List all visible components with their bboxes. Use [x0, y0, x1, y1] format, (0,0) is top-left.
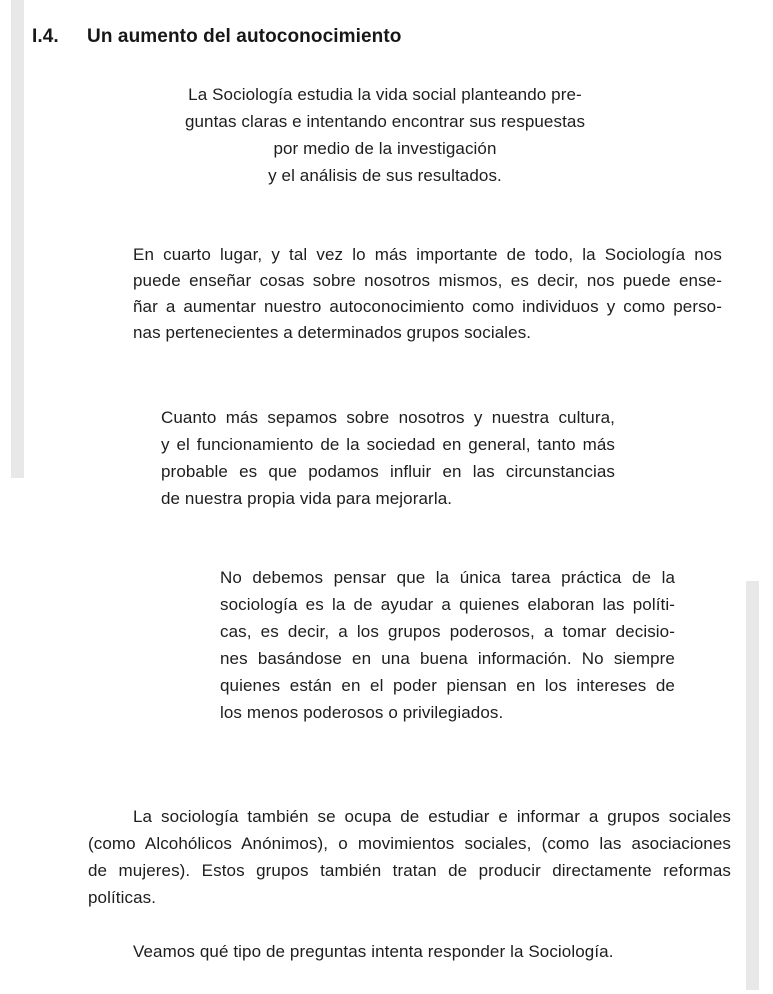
block-line: No debemos pensar que la única tarea práctica de la [220, 568, 675, 587]
indented-block-cuanto [161, 404, 615, 512]
quote-line: por medio de la investigación [273, 139, 497, 158]
section-title: Un aumento del autoconocimiento [87, 26, 402, 47]
paragraph-line: La sociología también se ocupa de estudiar e informar a grupos sociales [133, 807, 731, 826]
quote-line: y el análisis de sus resultados. [268, 166, 502, 185]
right-edge-scan-bar [746, 581, 759, 990]
left-edge-scan-bar [11, 0, 24, 478]
block-line: y el funcionamiento de la sociedad en general, tanto más [161, 435, 615, 454]
paragraph-line: (como Alcohólicos Anónimos), o movimientos sociales, (como las asociaciones [88, 834, 731, 853]
paragraph-line: puede enseñar cosas sobre nosotros mismos, es decir, nos puede ense- [133, 271, 722, 290]
paragraph-fourth-place [133, 242, 722, 346]
paragraph-line: políticas. [88, 888, 157, 907]
quote-line: La Sociología estudia la vida social planteando pre- [188, 85, 582, 104]
block-line: de nuestra propia vida para mejorarla. [161, 489, 453, 508]
section-number: I.4. [32, 26, 59, 47]
paragraph-social-groups [88, 803, 731, 911]
block-line: cas, es decir, a los grupos poderosos, a tomar decisio- [220, 622, 675, 641]
quote-line: guntas claras e intentando encontrar sus respuestas [184, 112, 586, 131]
indented-block-no-debemos [220, 564, 675, 726]
block-line: quienes están en el poder piensan en los intereses de [220, 676, 675, 695]
paragraph-line: ñar a aumentar nuestro autoconocimiento como individuos y como perso- [133, 297, 722, 316]
block-line: Cuanto más sepamos sobre nosotros y nuestra cultura, [161, 408, 615, 427]
closing-sentence: Veamos qué tipo de preguntas intenta responder la Sociología. [133, 942, 614, 961]
paragraph-line: nas pertenecientes a determinados grupos sociales. [133, 323, 532, 342]
paragraph-line: En cuarto lugar, y tal vez lo más importante de todo, la Sociología nos [133, 245, 722, 264]
block-line: los menos poderosos o privilegiados. [220, 703, 504, 722]
paragraph-line: de mujeres). Estos grupos también tratan de producir directamente reformas [88, 861, 731, 880]
block-line: nes basándose en una buena información. No siempre [220, 649, 675, 668]
centered-quote-block [100, 81, 670, 189]
section-heading [32, 25, 402, 49]
block-line: sociología es la de ayudar a quienes elaboran las políti- [220, 595, 675, 614]
block-line: probable es que podamos influir en las circunstancias [161, 462, 615, 481]
